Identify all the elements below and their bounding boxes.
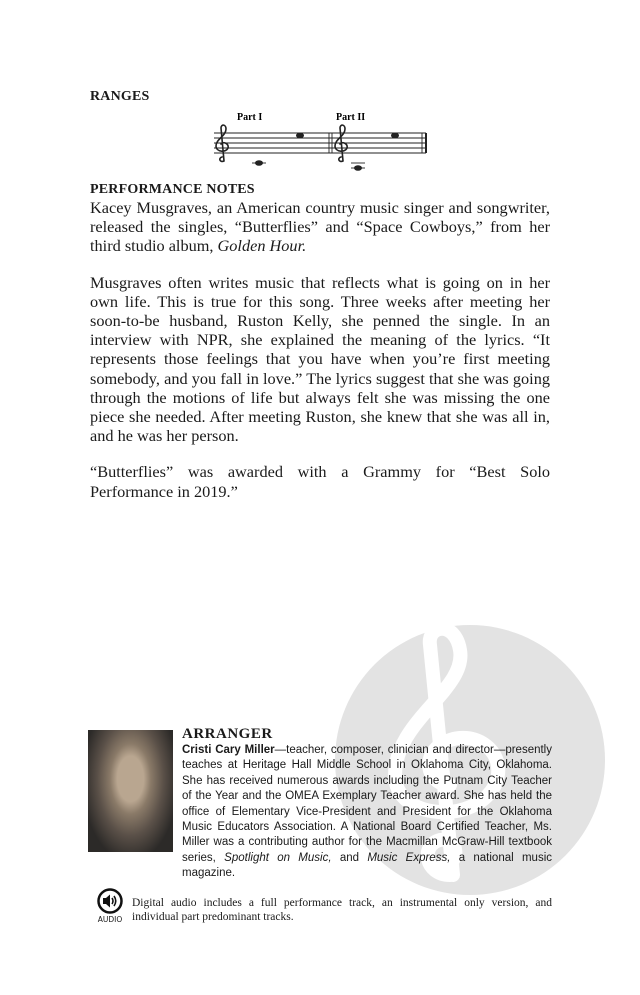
part-2-label: Part II bbox=[336, 112, 366, 123]
album-title: Golden Hour. bbox=[217, 236, 307, 256]
arranger-section bbox=[88, 725, 552, 924]
speaker-icon bbox=[97, 888, 123, 914]
notes-paragraph-3: “Butterflies” was awarded with a Grammy for “Best Solo Performance in 2019.” bbox=[90, 462, 550, 501]
audio-label: AUDIO bbox=[97, 914, 123, 924]
ranges-staff bbox=[212, 111, 432, 173]
notes-paragraph-2: Musgraves often writes music that reflects what is going on in her own life. This is true for this song. Three weeks after meeting her soon-to-be husband, Ruston Kelly, she penned the single. In an interview with NPR, she explained the meaning of the lyrics. “It represents those feelings that you have when you’re first meeting somebody, and you fall in love.” The lyrics suggest that she was going through the motions of life but always felt she was missing the one piece she needed. After meeting Ruston, she knew that she was all in, and he was her person. bbox=[90, 272, 550, 446]
arranger-name: Cristi Cary Miller bbox=[182, 744, 275, 756]
arranger-photo bbox=[88, 730, 173, 852]
part-1-label: Part I bbox=[237, 112, 263, 123]
arranger-heading: ARRANGER bbox=[182, 726, 273, 742]
arranger-bio: Cristi Cary Miller—teacher, composer, clinician and director—presently teaches at Heritage Hall Middle School in Oklahoma City, Oklahoma. She has received numerous awards including the Putnam City Teacher of the Year and the OMEA Exemplary Teacher award. She has held the office of Elementary Vice-President and President for the Oklahoma Music Educators Association. A National Board Certified Teacher, Ms. Miller was a contributing author for the Macmillan McGraw-Hill textbook series, Spotlight on Music, and Music Express, a national music magazine. bbox=[182, 744, 553, 880]
audio-note: Digital audio includes a full performance track, an instrumental only version, and individual part predominant tracks. bbox=[132, 896, 552, 923]
performance-notes-heading: PERFORMANCE NOTES bbox=[90, 182, 255, 197]
ranges-heading: RANGES bbox=[90, 89, 150, 104]
main-column bbox=[90, 88, 550, 518]
notes-paragraph-1: Kacey Musgraves, an American country music singer and songwriter, released the singles, “Butterflies” and “Space Cowboys,” from her third studio album, Golden Hour. bbox=[90, 198, 550, 256]
